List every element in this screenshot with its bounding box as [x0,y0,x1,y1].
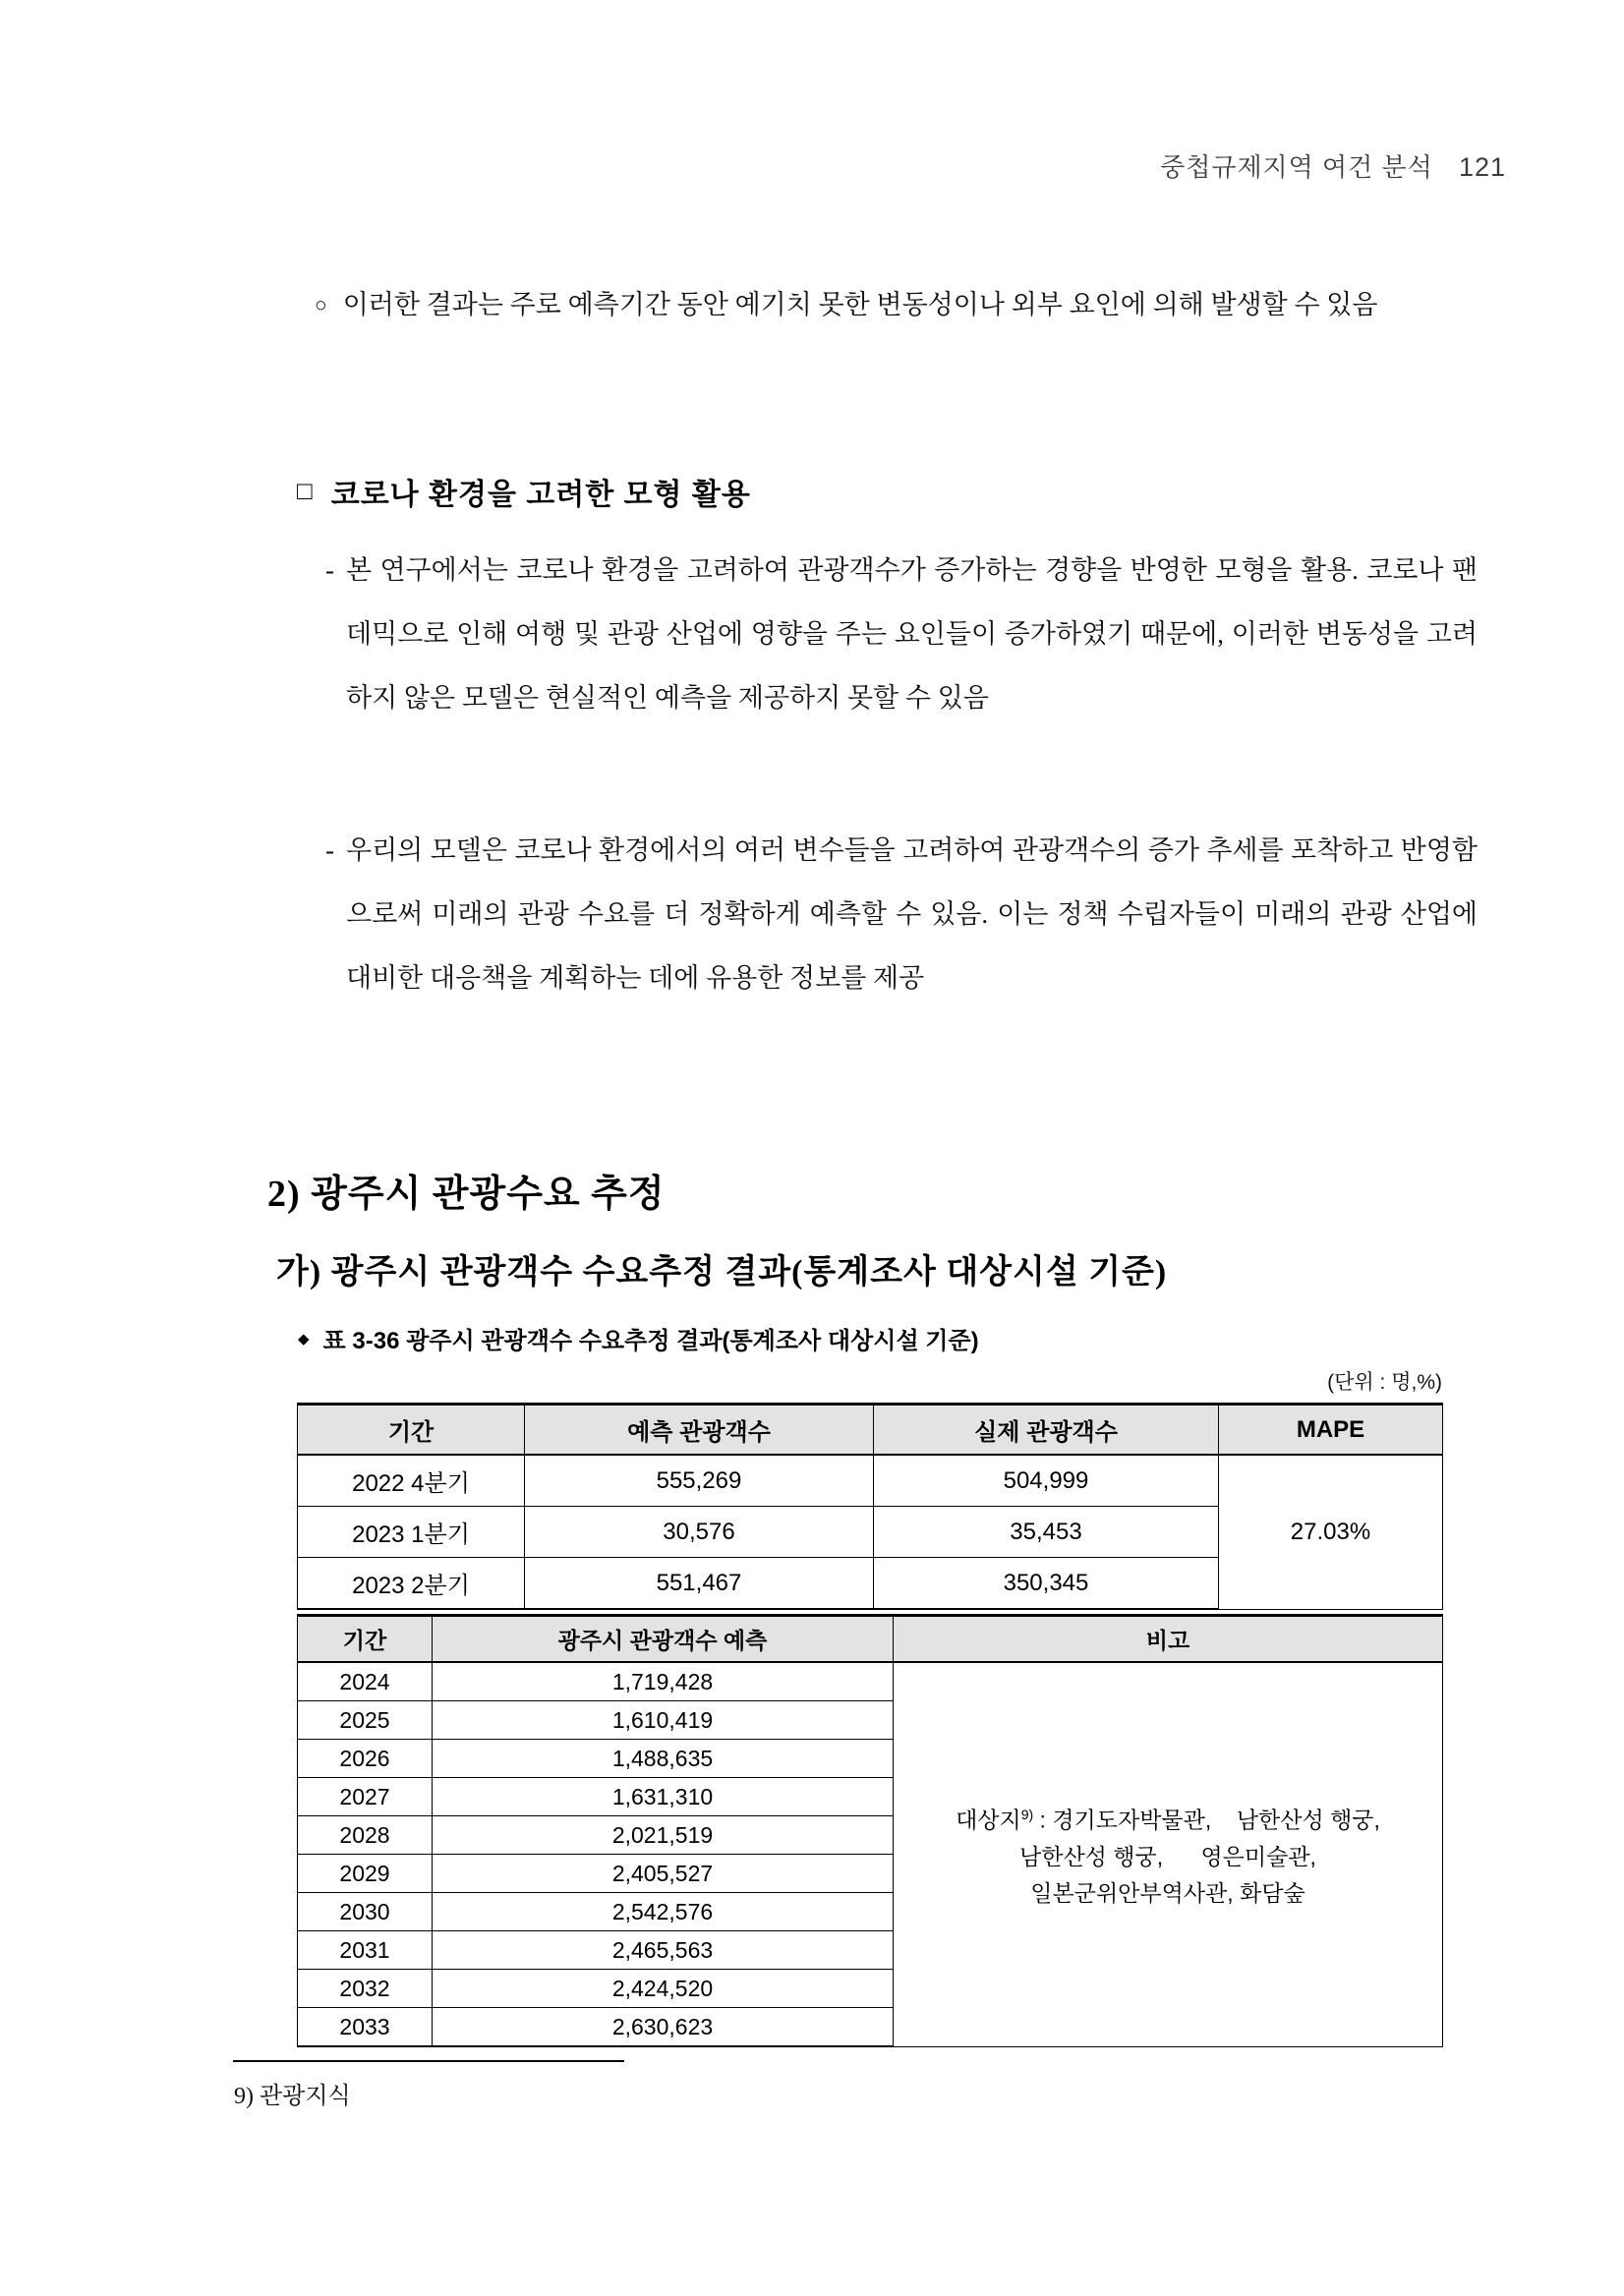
year-cell: 2030 [298,1893,433,1931]
year-cell: 2028 [298,1816,433,1855]
predicted-cell: 555,269 [525,1455,874,1507]
validation-table [297,1403,1443,1610]
model-item-2 [325,819,1478,1010]
page-number: 121 [1458,152,1506,182]
footnote [234,2076,351,2110]
mape-cell: 27.03% [1219,1455,1443,1609]
year-cell: 2025 [298,1701,433,1740]
forecast-cell: 2,542,576 [433,1893,894,1931]
remarks-line-3: 일본군위안부역사관, 화담숲 [1030,1880,1305,1907]
period-cell: 2022 4분기 [298,1455,525,1507]
table-caption [298,1321,979,1355]
col-header-mape: MAPE [1219,1405,1443,1456]
model-item-2-text: 우리의 모델은 코로나 환경에서의 여러 변수들을 고려하여 관광객수의 증가 추세를 포착하고 반영함으로써 미래의 관광 수요를 더 정확하게 예측할 수 있음. 이는 정책 수립자들이 미래의 관광 산업에 대비한 대응책을 계획하는 데에 유용한 정보를 제공 [346,835,1478,993]
forecast-header-row [298,1616,1443,1663]
predicted-cell: 551,467 [525,1558,874,1610]
actual-cell: 350,345 [874,1558,1219,1610]
forecast-cell: 1,631,310 [433,1778,894,1816]
forecast-table [297,1614,1443,2047]
model-item-1 [325,539,1478,730]
period-cell: 2023 2분기 [298,1558,525,1610]
remarks-line-2: 남한산성 행궁, 영은미술관, [1019,1844,1316,1870]
section-title: 2) 광주시 관광수요 추정 [267,1174,666,1215]
period-cell: 2023 1분기 [298,1507,525,1558]
col-header-actual: 실제 관광객수 [874,1405,1219,1456]
forecast-cell: 1,719,428 [433,1662,894,1701]
actual-cell: 35,453 [874,1507,1219,1558]
validation-header-row [298,1405,1443,1456]
unit-note: (단위 : 명,%) [1327,1371,1442,1394]
square-bullet-icon: □ [297,475,314,505]
model-section-heading [297,470,751,513]
footnote-divider [233,2060,624,2062]
dash-bullet-icon: - [325,835,334,865]
forecast-cell: 2,424,520 [433,1970,894,2008]
year-cell: 2027 [298,1778,433,1816]
forecast-cell: 2,405,527 [433,1855,894,1893]
forecast-cell: 2,630,623 [433,2008,894,2047]
subsection-title: 가) 광주시 관광객수 수요추정 결과(통계조사 대상시설 기준) [276,1254,1168,1291]
circle-bullet-icon: ○ [315,293,327,316]
year-cell: 2026 [298,1740,433,1778]
running-head-title: 중첩규제지역 여건 분석 [1160,152,1433,182]
intro-paragraph [315,273,1479,337]
remarks-cell [894,1662,1443,2046]
year-cell: 2024 [298,1662,433,1701]
year-cell: 2029 [298,1855,433,1893]
col-header-period: 기간 [298,1405,525,1456]
predicted-cell: 30,576 [525,1507,874,1558]
footnote-text: 관광지식 [260,2084,351,2109]
year-cell: 2032 [298,1970,433,2008]
intro-text: 이러한 결과는 주로 예측기간 동안 예기치 못한 변동성이나 외부 요인에 의해 발생할 수 있음 [342,290,1378,319]
year-cell: 2031 [298,1931,433,1970]
table-row [298,1662,1443,1701]
table-row [298,1455,1443,1507]
col-header-forecast: 광주시 관광객수 예측 [433,1616,894,1663]
col-header-predicted: 예측 관광객수 [525,1405,874,1456]
col-header-remarks: 비고 [894,1616,1443,1663]
remarks-line-1: 대상지$^{9)}$ : 경기도자박물관, 남한산성 행궁, [956,1807,1380,1834]
footnote-marker: 9) [234,2084,254,2109]
diamond-icon: ◆ [298,1330,310,1348]
actual-cell: 504,999 [874,1455,1219,1507]
col-header-period: 기간 [298,1616,433,1663]
forecast-cell: 1,488,635 [433,1740,894,1778]
footnote-ref: 9) [1020,1807,1034,1823]
running-head [1160,147,1506,184]
dash-bullet-icon: - [325,555,334,585]
forecast-cell: 1,610,419 [433,1701,894,1740]
model-section-title: 코로나 환경을 고려한 모형 활용 [330,479,751,511]
forecast-cell: 2,021,519 [433,1816,894,1855]
table-caption-text: 표 3-36 광주시 관광객수 수요추정 결과(통계조사 대상시설 기준) [322,1328,979,1354]
model-item-1-text: 본 연구에서는 코로나 환경을 고려하여 관광객수가 증가하는 경향을 반영한 모형을 활용. 코로나 팬데믹으로 인해 여행 및 관광 산업에 영향을 주는 요인들이 증가하였기 때문에, 이러한 변동성을 고려하지 않은 모델은 현실적인 예측을 제공하지 못할 수 있음 [346,555,1478,713]
forecast-cell: 2,465,563 [433,1931,894,1970]
year-cell: 2033 [298,2008,433,2047]
